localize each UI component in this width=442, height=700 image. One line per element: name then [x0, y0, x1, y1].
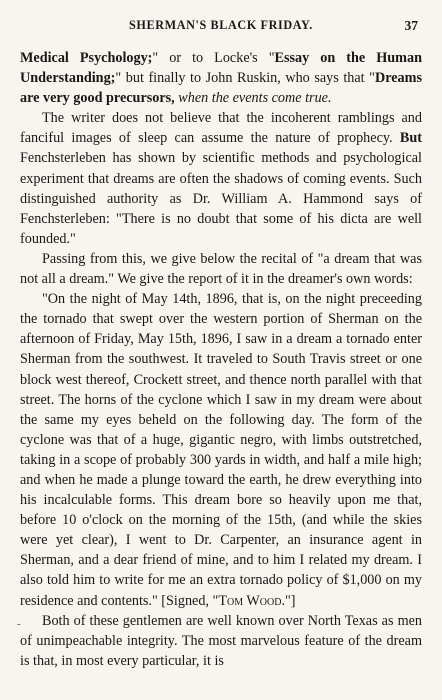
text-segment: ."]: [281, 592, 296, 609]
text-segment: Passing from this, we give below the recital of "a dream that was not all a dream." We give the report of it in the dreamer's own words:: [20, 250, 422, 288]
running-title: SHERMAN'S BLACK FRIDAY.: [129, 18, 313, 32]
paragraph-continuation: [20, 48, 422, 108]
text-segment: Tom Wood: [218, 592, 282, 609]
body-text: [20, 48, 422, 671]
paragraph-dream-account: [20, 289, 422, 611]
text-segment: Fenchsterleben has shown by scientific methods and psychological experiment that dreams are often the shadows of coming events. Such distinguished authority as Dr. William A. Hammond says of Fenchsterleben: "There is no doubt that some of his dicta are well founded.": [20, 150, 422, 247]
text-segment: Essay on the Human Understanding;: [20, 50, 422, 87]
text-segment: "On the night of May 14th, 1896, that is, on the night preceeding the tornado that swept over the western portion of Sherman on the afternoon of Friday, May 15th, 1896, I saw in a dream a tornado enter Sherman from the southwest. It traveled to South Travis street or one block west thereof, Crockett street, and thence north parallel with that street. The horns of the cyclone which I saw in my dream were about the same my eyes beheld on the following day. The form of the cyclone was that of a huge, gigantic negro, with limbs outstretched, taking in a scope of probably 300 yards in width, and half a mile high; and when he made a plunge toward the earth, he drew everything into his incalculable forms. This dream bore so heavily upon me that, before 10 o'clock on the morning of the 15th, (and while the skies were yet clear), I went to Dr. Carpenter, an insurance agent in Sherman, and a dear friend of mine, and to him I related my dream. I also told him to write for me an extra tornado policy of $1,000 on my residence and contents." [Signed, ": [20, 291, 422, 609]
paragraph-passing-from-this: [20, 249, 422, 289]
paragraph-gentlemen: [20, 611, 422, 671]
margin-mark: -: [17, 618, 21, 630]
text-segment: Dreams are very good precursors,: [20, 70, 422, 107]
text-segment: Medical Psychology;: [20, 50, 153, 66]
text-segment: " or to Locke's ": [152, 50, 275, 66]
text-segment: when the events come true.: [174, 90, 332, 107]
text-segment: " but finally to John Ruskin, who says that ": [115, 70, 375, 87]
page-header: [20, 18, 422, 38]
page-number: 37: [404, 18, 418, 33]
text-segment: But: [399, 130, 422, 147]
text-segment: The writer does not believe that the incoherent ramblings and fanciful images of sleep can assume the nature of prophecy.: [20, 110, 422, 147]
paragraph-writer-belief: [20, 108, 422, 249]
text-segment: Both of these gentlemen are well known over North Texas as men of unimpeachable integrity. The most marvelous feature of the dream is that, in most every particular, it is: [20, 612, 422, 669]
